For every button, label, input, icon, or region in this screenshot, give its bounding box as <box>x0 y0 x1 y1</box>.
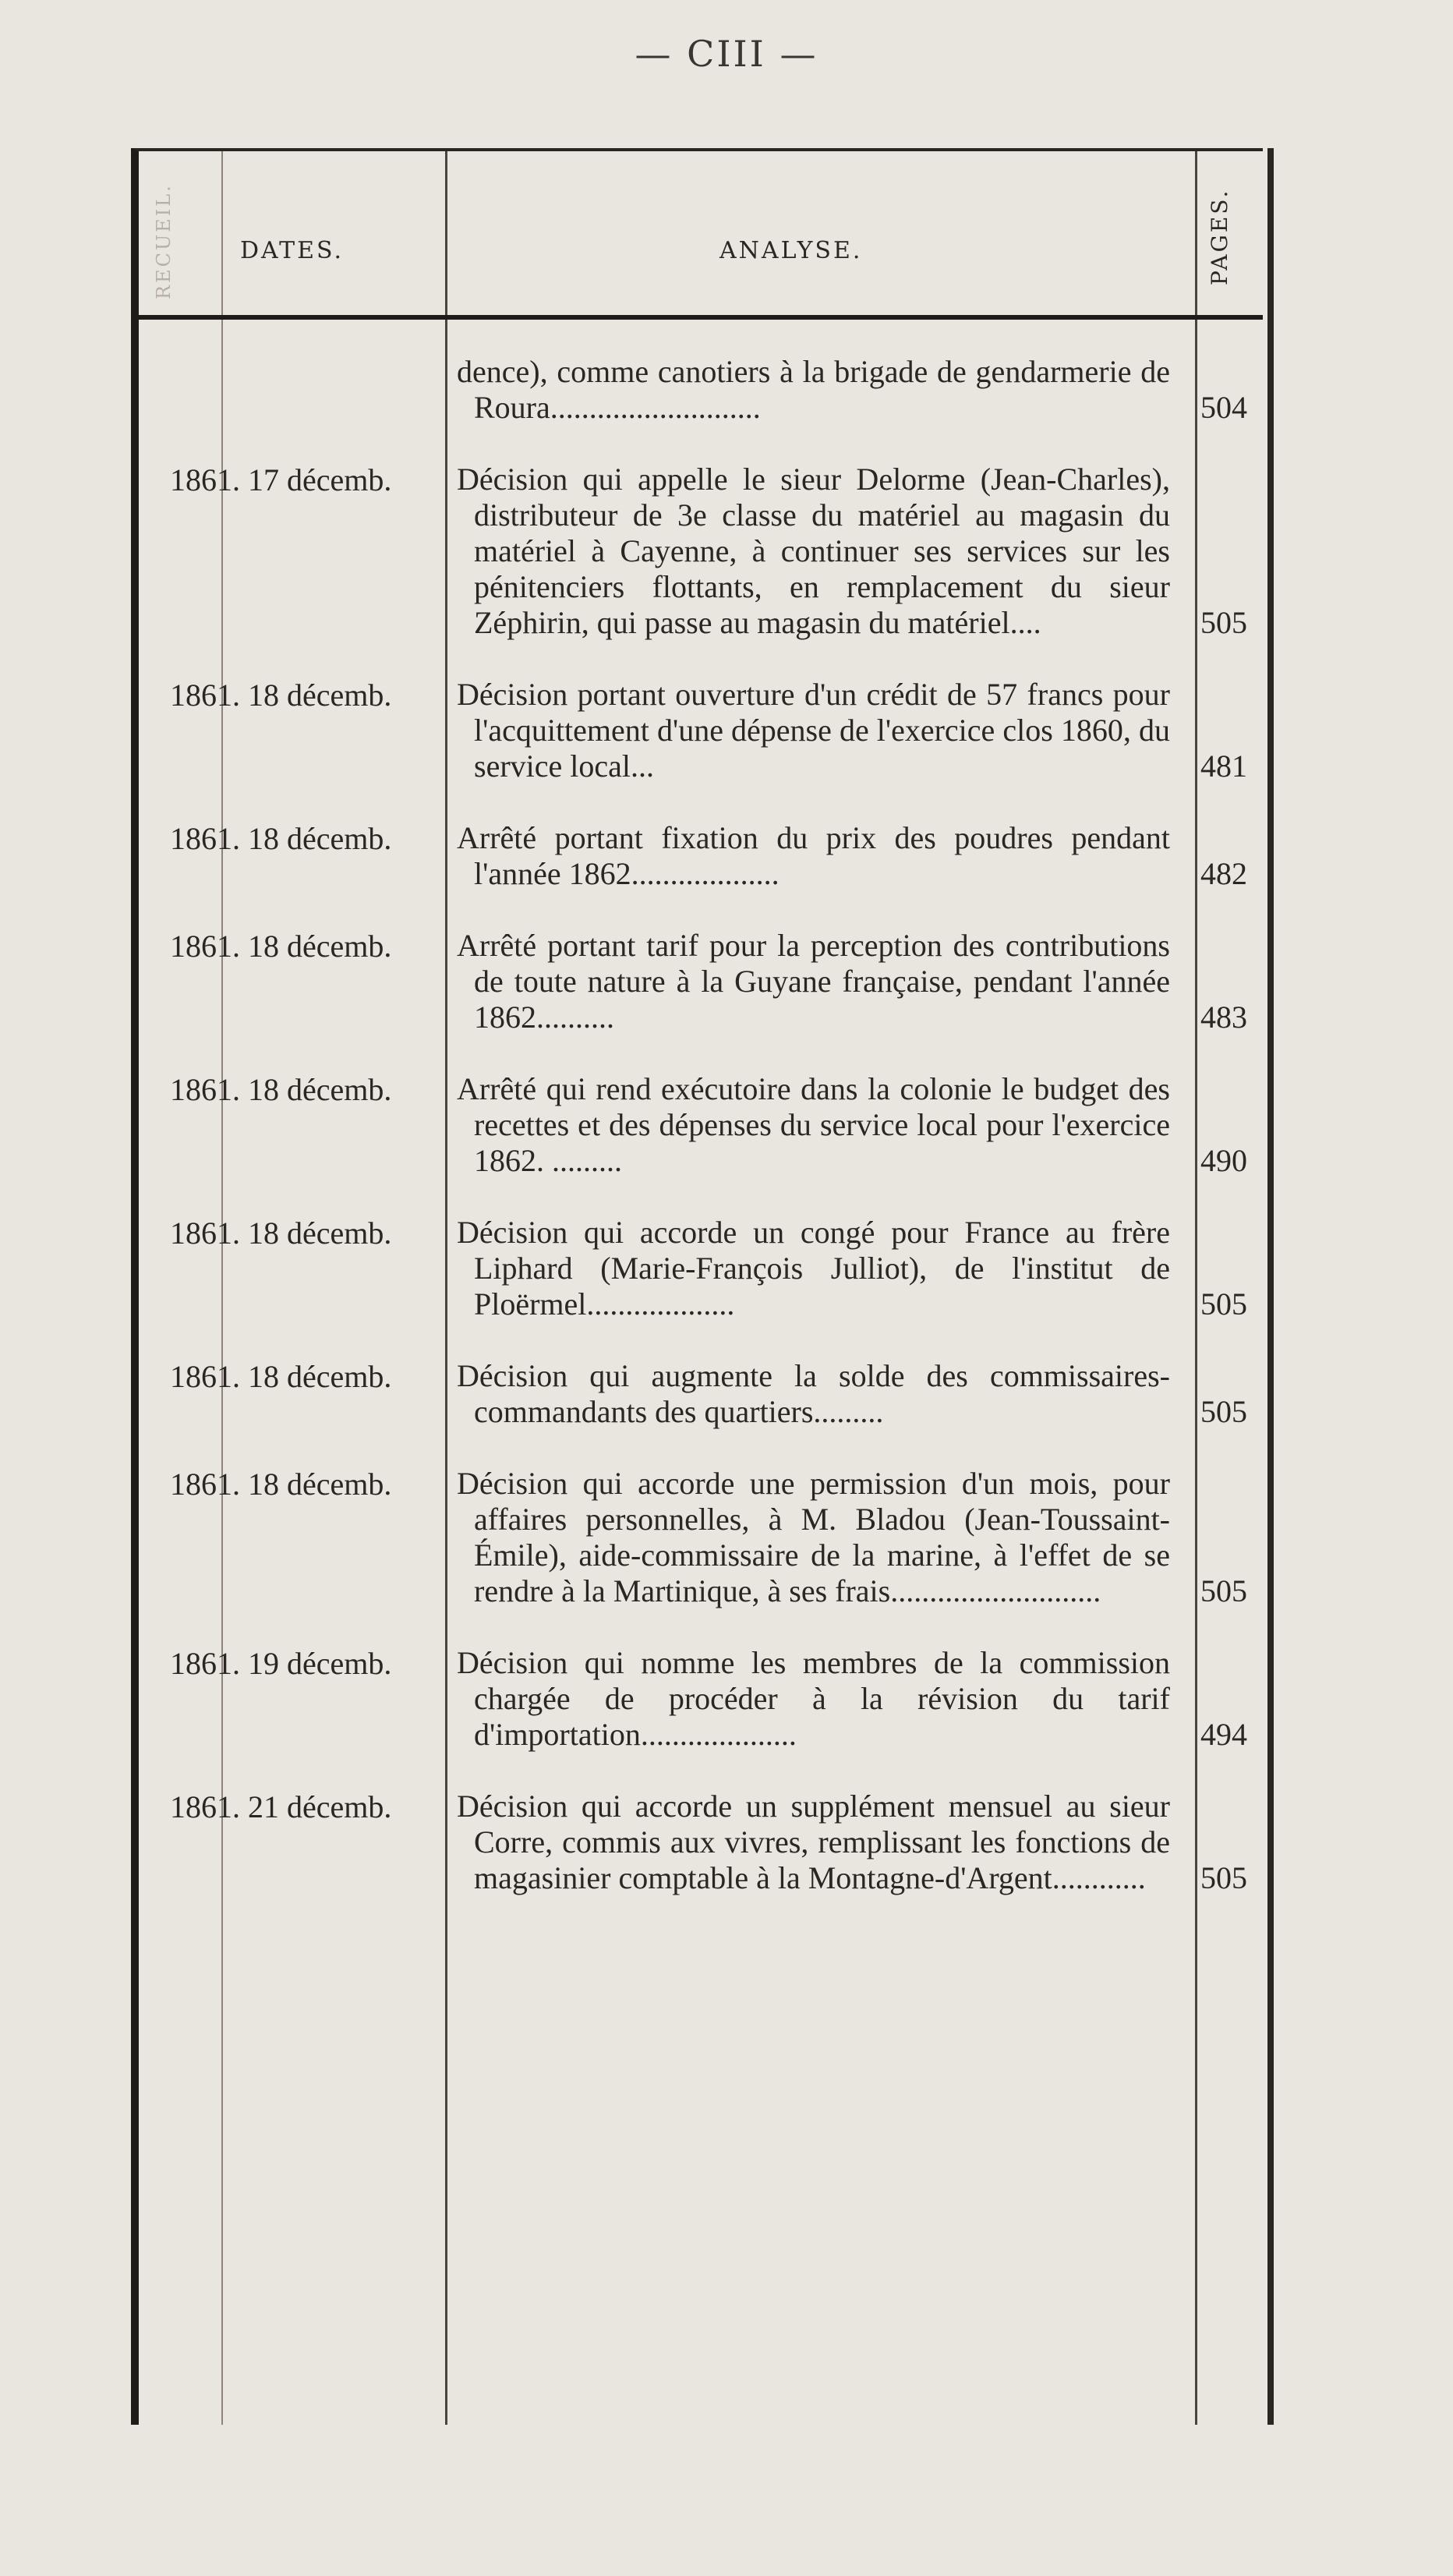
table-row <box>139 1466 1263 1609</box>
header-index: RECUEIL. <box>153 183 175 299</box>
table-row <box>139 1789 1263 1896</box>
row-date: 1861. 18 décemb. <box>170 1467 392 1502</box>
row-date: 1861. 17 décemb. <box>170 462 392 497</box>
table-body <box>139 354 1263 1932</box>
row-page: 505 <box>1200 1286 1247 1322</box>
table-row <box>139 928 1263 1035</box>
row-page: 482 <box>1200 856 1247 891</box>
row-page: 481 <box>1200 748 1247 784</box>
row-date: 1861. 18 décemb. <box>170 821 392 856</box>
row-analysis: Décision qui accorde un congé pour France au frère Liphard (Marie-François Julliot), de l'institut de Ploërmel................... <box>457 1215 1170 1322</box>
row-page: 504 <box>1200 390 1247 425</box>
row-page: 505 <box>1200 1860 1247 1895</box>
table-header <box>139 151 1263 319</box>
row-date: 1861. 18 décemb. <box>170 1072 392 1107</box>
table-row <box>139 1645 1263 1753</box>
row-analysis: dence), comme canotiers à la brigade de gendarmerie de Roura........................... <box>457 354 1170 425</box>
table-row <box>139 1071 1263 1179</box>
header-rule <box>139 315 1263 320</box>
row-analysis: Décision qui nomme les membres de la commission chargée de procéder à la révision du tarif d'importation.................... <box>457 1645 1170 1752</box>
row-page: 505 <box>1200 1573 1247 1608</box>
table-row <box>139 354 1263 426</box>
row-date: 1861. 18 décemb. <box>170 678 392 713</box>
row-date: 1861. 19 décemb. <box>170 1646 392 1681</box>
row-analysis: Arrêté portant tarif pour la perception des contributions de toute nature à la Guyane française, pendant l'année 1862.......... <box>457 928 1170 1035</box>
index-table <box>131 148 1263 2425</box>
row-page: 490 <box>1200 1143 1247 1178</box>
row-page: 505 <box>1200 605 1247 640</box>
row-page: 483 <box>1200 1000 1247 1035</box>
table-row <box>139 1358 1263 1430</box>
table-row <box>139 820 1263 892</box>
table-row <box>139 1215 1263 1322</box>
table-row <box>139 677 1263 784</box>
header-analyse: ANALYSE. <box>719 237 863 264</box>
row-analysis: Arrêté qui rend exécutoire dans la colonie le budget des recettes et des dépenses du service local pour l'exercice 1862. ......... <box>457 1071 1170 1178</box>
row-date: 1861. 18 décemb. <box>170 929 392 964</box>
row-analysis: Décision qui accorde une permission d'un mois, pour affaires personnelles, à M. Bladou (Jean-Toussaint-Émile), aide-commissaire de la marine, à l'effet de se rendre à la Martinique, à ses frais........................... <box>457 1466 1170 1608</box>
row-page: 505 <box>1200 1394 1247 1429</box>
row-analysis: Arrêté portant fixation du prix des poudres pendant l'année 1862................... <box>457 820 1170 891</box>
row-analysis: Décision portant ouverture d'un crédit de 57 francs pour l'acquittement d'une dépense de l'exercice clos 1860, du service local... <box>457 677 1170 784</box>
table-row <box>139 462 1263 641</box>
row-date: 1861. 18 décemb. <box>170 1215 392 1251</box>
row-analysis: Décision qui augmente la solde des commissaires-commandants des quartiers......... <box>457 1358 1170 1429</box>
row-analysis: Décision qui accorde un supplément mensuel au sieur Corre, commis aux vivres, remplissant les fonctions de magasinier comptable à la Montagne-d'Argent............ <box>457 1789 1170 1895</box>
row-analysis: Décision qui appelle le sieur Delorme (Jean-Charles), distributeur de 3e classe du matériel au magasin du matériel à Cayenne, à continuer ses services sur les pénitenciers flottants, en remplacement du sieur Zéphirin, qui passe au magasin du matériel.... <box>457 462 1170 640</box>
header-pages: PAGES. <box>1207 188 1232 286</box>
row-date: 1861. 21 décemb. <box>170 1789 392 1824</box>
row-date: 1861. 18 décemb. <box>170 1359 392 1394</box>
page-number: — CIII — <box>635 33 818 75</box>
header-dates: DATES. <box>240 237 345 264</box>
row-page: 494 <box>1200 1717 1247 1752</box>
